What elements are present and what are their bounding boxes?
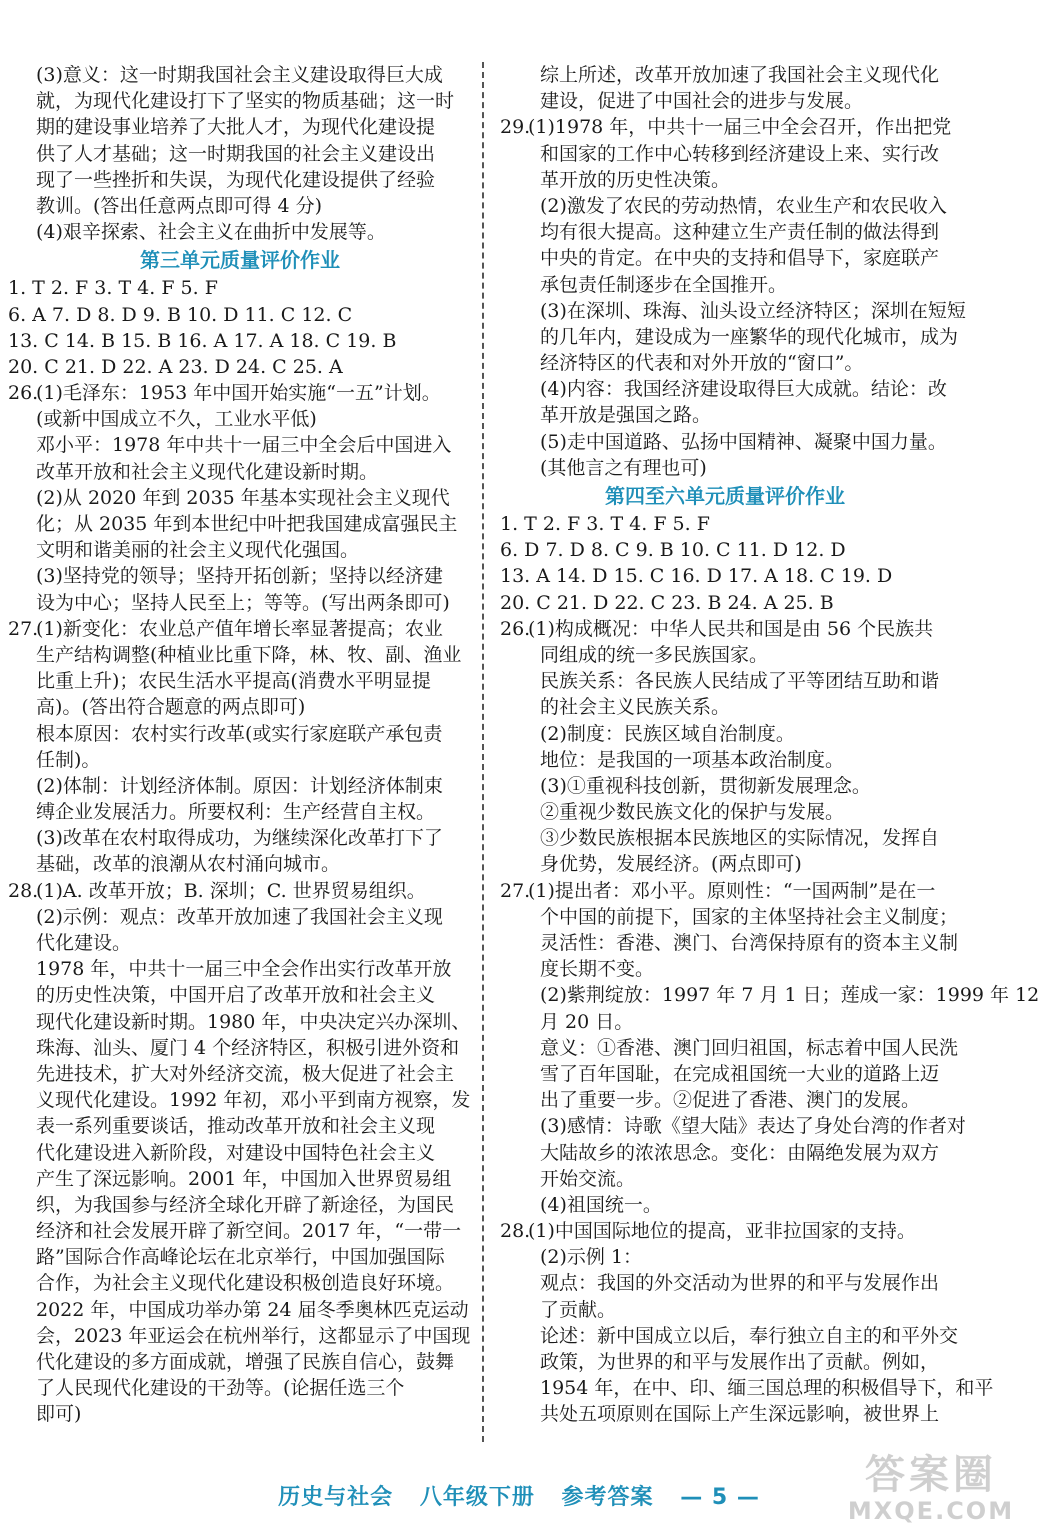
footer-label: 参考答案 xyxy=(561,1485,654,1510)
answer-text: (1)中国国际地位的提高，亚非拉国家的支持。 xyxy=(528,1220,916,1243)
watermark-title: 答案圈 xyxy=(865,1452,997,1498)
answer-text: (1)A. 改革开放；B. 深圳；C. 世界贸易组织。 xyxy=(36,879,426,902)
answer-line: (3)①重视科技创新，贯彻新发展理念。 xyxy=(540,774,871,797)
question-number: 26. xyxy=(8,382,39,405)
answer-line: 1978 年，中共十一届三中全会作出实行改革开放 xyxy=(36,958,452,981)
answer-line: 改革开放和社会主义现代化建设新时期。 xyxy=(36,460,379,483)
answer-line: 观点：我国的外交活动为世界的和平与发展作出 xyxy=(540,1272,940,1295)
answer-line: 月 20 日。 xyxy=(540,1010,634,1033)
answer-line: 会，2023 年亚运会在杭州举行，这都显示了中国现 xyxy=(36,1324,471,1347)
answer-line: 产生了深远影响。2001 年，中国加入世界贸易组 xyxy=(36,1167,452,1190)
question-number: 27. xyxy=(8,617,39,640)
answer-line: 政策，为世界的和平与发展作出了贡献。例如， xyxy=(540,1351,940,1373)
answer-line xyxy=(500,616,950,642)
answer-line xyxy=(500,1218,950,1244)
watermark-url: MXQE.COM xyxy=(847,1497,1015,1525)
answer-line: 即可) xyxy=(36,1403,82,1426)
section-heading: 第三单元质量评价作业 xyxy=(140,248,340,273)
section-heading: 第四至六单元质量评价作业 xyxy=(605,484,845,508)
answer-line: (3)坚持党的领导；坚持开拓创新；坚持以经济建 xyxy=(36,565,443,588)
right-column xyxy=(500,62,1039,1428)
answer-line: (2)紫荆绽放：1997 年 7 月 1 日；莲成一家：1999 年 12 xyxy=(540,984,1039,1007)
answer-line: 珠海、汕头、厦门 4 个经济特区，积极引进外资和 xyxy=(36,1036,460,1059)
answer-line: (2)从 2020 年到 2035 年基本实现社会主义现代 xyxy=(36,486,450,509)
answer-line: 6. D 7. D 8. C 9. B 10. C 11. D 12. D xyxy=(500,539,846,562)
page-number: — 5 — xyxy=(680,1485,760,1510)
answer-line: (4)内容：我国经济建设取得巨大成就。结论：改 xyxy=(540,378,947,401)
answer-line: 地位：是我国的一项基本政治制度。 xyxy=(540,748,845,771)
answer-line: (2)制度：民族区域自治制度。 xyxy=(540,722,795,745)
answer-line: 了人民现代化建设的干劲等。(论据任选三个 xyxy=(36,1377,405,1400)
answer-line: 身优势，发展经济。(两点即可) xyxy=(540,853,802,876)
answer-line: 1954 年，在中、印、缅三国总理的积极倡导下，和平 xyxy=(540,1377,994,1400)
answer-line: (2)示例 1： xyxy=(540,1246,643,1269)
answer-line: 个中国的前提下，国家的主体坚持社会主义制度； xyxy=(540,905,959,928)
answer-line: 和国家的工作中心转移到经济建设上来、实行改 xyxy=(540,142,940,165)
answer-line: 生产结构调整(种植业比重下降，林、牧、副、渔业 xyxy=(36,643,462,666)
answer-line: 化；从 2035 年到本世纪中叶把我国建成富强民主 xyxy=(36,513,458,535)
answer-line: 经济特区的代表和对外开放的“窗口”。 xyxy=(540,352,864,375)
footer-subject: 历史与社会 xyxy=(278,1485,394,1510)
answer-line: (2)体制：计划经济体制。原因：计划经济体制束 xyxy=(36,774,443,797)
answer-line: 综上所述，改革开放加速了我国社会主义现代化 xyxy=(540,64,940,86)
answer-line: (4)艰辛探索、社会主义在曲折中发展等。 xyxy=(36,221,386,244)
answer-line: (4)祖国统一。 xyxy=(540,1193,662,1216)
answer-line: 经济和社会发展开辟了新空间。2017 年，“一带一 xyxy=(36,1220,462,1243)
left-column xyxy=(8,62,472,1428)
answer-line: 承包责任制逐步在全国推开。 xyxy=(540,273,788,296)
answer-line: 设为中心；坚持人民至上；等等。(写出两条即可) xyxy=(36,591,450,614)
answer-line: 度长期不变。 xyxy=(540,958,655,981)
answer-line: 意义：①香港、澳门回归祖国，标志着中国人民洗 xyxy=(540,1036,959,1059)
answer-line: 教训。(答出任意两点即可得 4 分) xyxy=(36,194,322,217)
question-number: 28. xyxy=(500,1220,531,1243)
answer-line: (3)意义：这一时期我国社会主义建设取得巨大成 xyxy=(36,64,443,86)
answer-line: 20. C 21. D 22. A 23. D 24. C 25. A xyxy=(8,355,343,378)
answer-line: 现了一些挫折和失误，为现代化建设提供了经验 xyxy=(36,168,436,191)
answer-line: 20. C 21. D 22. C 23. B 24. A 25. B xyxy=(500,591,834,614)
answer-line: 义现代化建设。1992 年初，邓小平到南方视察，发 xyxy=(36,1089,471,1112)
answer-line: 缚企业发展活力。所要权利：生产经营自主权。 xyxy=(36,801,436,824)
answer-line: 论述：新中国成立以后，奉行独立自主的和平外交 xyxy=(540,1324,959,1347)
answer-line xyxy=(8,616,472,642)
answer-line: 13. A 14. D 15. C 16. D 17. A 18. C 19. D xyxy=(500,565,893,588)
answer-text: (1)毛泽东：1953 年中国开始实施“一五”计划。 xyxy=(36,382,441,405)
question-number: 29. xyxy=(500,116,531,139)
answer-line: 开始交流。 xyxy=(540,1167,636,1190)
answer-line: 2022 年，中国成功举办第 24 届冬季奥林匹克运动 xyxy=(36,1298,469,1321)
answer-line: (3)感情：诗歌《望大陆》表达了身处台湾的作者对 xyxy=(540,1115,966,1138)
answer-line: 就，为现代化建设打下了坚实的物质基础；这一时 xyxy=(36,90,455,113)
answer-line: 6. A 7. D 8. D 9. B 10. D 11. C 12. C xyxy=(8,303,353,326)
answer-line: 13. C 14. B 15. B 16. A 17. A 18. C 19. B xyxy=(8,329,397,352)
answer-text: (1)构成概况：中华人民共和国是由 56 个民族共 xyxy=(528,617,934,640)
answer-line: 1. T 2. F 3. T 4. F 5. F xyxy=(8,277,218,300)
answer-line: 表一系列重要谈话，推动改革开放和社会主义现 xyxy=(36,1115,436,1138)
answer-line xyxy=(8,878,472,904)
answer-line: (5)走中国道路、弘扬中国精神、凝聚中国力量。 xyxy=(540,430,947,453)
answer-line: 出了重要一步。②促进了香港、澳门的发展。 xyxy=(540,1089,921,1112)
answer-line: 期的建设事业培养了大批人才，为现代化建设提 xyxy=(36,116,436,139)
answer-line: 代化建设。 xyxy=(36,932,132,954)
answer-line: 大陆故乡的浓浓思念。变化：由隔绝发展为双方 xyxy=(540,1141,940,1164)
answer-line: (2)激发了农民的劳动热情，农业生产和农民收入 xyxy=(540,194,947,217)
column-divider xyxy=(482,62,484,1442)
answer-line: 基础，改革的浪潮从农村涌向城市。 xyxy=(36,853,341,876)
answer-line: (或新中国成立不久，工业水平低) xyxy=(36,408,317,431)
answer-line xyxy=(8,380,472,406)
answer-line: 合作，为社会主义现代化建设积极创造良好环境。 xyxy=(36,1272,455,1295)
answer-line: 雪了百年国耻，在完成祖国统一大业的道路上迈 xyxy=(540,1062,940,1085)
answer-line: 的社会主义民族关系。 xyxy=(540,696,731,719)
answer-line: 民族关系：各民族人民结成了平等团结互助和谐 xyxy=(540,670,940,693)
answer-line xyxy=(500,114,950,140)
answer-line: 邓小平：1978 年中共十一届三中全会后中国进入 xyxy=(36,434,452,457)
answer-line: 先进技术，扩大对外经济交流，极大促进了社会主 xyxy=(36,1062,455,1085)
answer-line: 1. T 2. F 3. T 4. F 5. F xyxy=(500,513,710,535)
answer-line: 同组成的统一多民族国家。 xyxy=(540,643,769,666)
answer-line: 文明和谐美丽的社会主义现代化强国。 xyxy=(36,539,360,562)
question-number: 26. xyxy=(500,617,531,640)
answer-line: 路”国际合作高峰论坛在北京举行，中国加强国际 xyxy=(36,1246,445,1269)
answer-line: (3)改革在农村取得成功，为继续深化改革打下了 xyxy=(36,827,443,850)
answer-text: (1)新变化：农业总产值年增长率显著提高；农业 xyxy=(36,617,443,640)
answer-line: 供了人才基础；这一时期我国的社会主义建设出 xyxy=(36,142,436,165)
answer-line: 任制)。 xyxy=(36,748,101,771)
answer-line: 的几年内，建设成为一座繁华的现代化城市，成为 xyxy=(540,325,959,348)
answer-line: (其他言之有理也可) xyxy=(540,456,707,479)
answer-line: 现代化建设新时期。1980 年，中央决定兴办深圳、 xyxy=(36,1010,471,1033)
answer-line: 织，为我国参与经济全球化开辟了新途径，为国民 xyxy=(36,1193,455,1216)
answer-line: 代化建设进入新阶段，对建设中国特色社会主义 xyxy=(36,1141,436,1164)
answer-line: 均有很大提高。这种建立生产责任制的做法得到 xyxy=(540,221,940,244)
answer-line: 代化建设的多方面成就，增强了民族自信心，鼓舞 xyxy=(36,1351,455,1373)
answer-line: 共处五项原则在国际上产生深远影响，被世界上 xyxy=(540,1403,940,1426)
answer-line: (3)在深圳、珠海、汕头设立经济特区；深圳在短短 xyxy=(540,299,966,322)
answer-line: 灵活性：香港、澳门、台湾保持原有的资本主义制 xyxy=(540,932,959,954)
answer-line: 中央的肯定。在中央的支持和倡导下，家庭联产 xyxy=(540,247,940,270)
answer-line: ②重视少数民族文化的保护与发展。 xyxy=(540,801,845,824)
answer-line: 革开放是强国之路。 xyxy=(540,404,712,427)
answer-line: 革开放的历史性决策。 xyxy=(540,168,731,191)
answer-line: 建设，促进了中国社会的进步与发展。 xyxy=(540,90,864,113)
answer-line: (2)示例：观点：改革开放加速了我国社会主义现 xyxy=(36,905,443,928)
answer-text: (1)提出者：邓小平。原则性：“一国两制”是在一 xyxy=(528,879,936,902)
answer-line: 比重上升)；农民生活水平提高(消费水平明显提 xyxy=(36,670,431,693)
answer-line xyxy=(500,878,950,904)
answer-line: 根本原因：农村实行改革(或实行家庭联产承包责 xyxy=(36,722,443,745)
watermark-logo xyxy=(836,1452,1026,1532)
answer-line: 了贡献。 xyxy=(540,1298,617,1321)
answer-line: 的历史性决策，中国开启了改革开放和社会主义 xyxy=(36,984,436,1007)
answer-text: (1)1978 年，中共十一届三中全会召开，作出把党 xyxy=(528,116,952,139)
footer-grade: 八年级下册 xyxy=(419,1485,535,1510)
answer-line: ③少数民族根据本民族地区的实际情况，发挥自 xyxy=(540,827,940,850)
answer-line: 高)。(答出符合题意的两点即可) xyxy=(36,696,306,719)
question-number: 27. xyxy=(500,879,531,902)
question-number: 28. xyxy=(8,879,39,902)
